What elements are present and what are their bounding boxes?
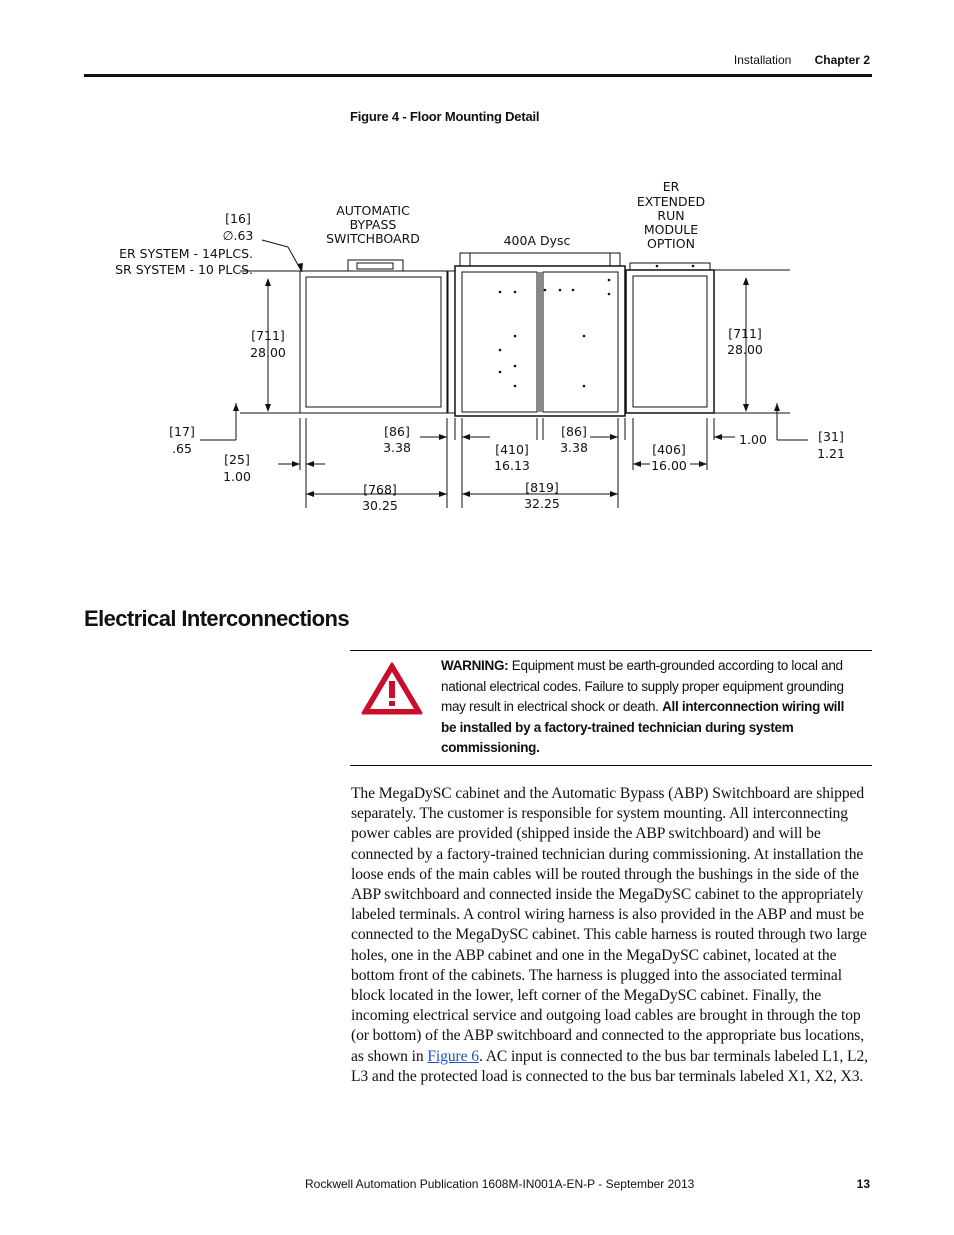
dim-410-mm: [410]	[495, 442, 529, 457]
label-er-2: EXTENDED	[636, 194, 706, 209]
header-section: Installation	[733, 53, 792, 67]
dim-819-mm: [819]	[525, 480, 559, 495]
figure-6-link[interactable]: Figure 6	[427, 1047, 479, 1065]
body-part2: . AC input is connected to the bus bar terminals labeled L1, L2, L3 and the protected load is connected to the bus bar terminals labeled X1, X2, X3.	[351, 1047, 868, 1085]
dim-25-in: 1.00	[223, 469, 251, 484]
dim-819-in: 32.25	[524, 496, 560, 511]
dim-31-in: 1.21	[817, 446, 845, 461]
warning-triangle-icon	[360, 661, 424, 717]
dim-86a-in: 3.38	[383, 440, 411, 455]
floor-mounting-drawing	[0, 0, 954, 560]
body-paragraph	[351, 784, 873, 1087]
label-abp-1: AUTOMATIC	[336, 203, 410, 218]
dim-height-right-mm: [711]	[728, 326, 762, 341]
body-part1: The MegaDySC cabinet and the Automatic Bypass (ABP) Switchboard are shipped separately. The customer is responsible for system mounting. All interconnecting power cables are provided (shipped inside the ABP switchboard) and will be connected by a factory-trained technician during commissioning. At installation the loose ends of the main cables will be routed through the bushings in the side of the ABP switchboard and connected inside the MegaDySC cabinet to the appropriately labeled terminals. A control wiring harness is also provided in the ABP and must be connected to the MegaDySC cabinet. This cable harness is routed through two large holes, one in the ABP cabinet and one in the MegaDySC cabinet, located at the bottom front of the cabinets. The harness is plugged into the associated terminal block located in the lower, left corner of the MegaDySC cabinet. Finally, the incoming electrical service and outgoing load cables are brought in through the top (or bottom) of the ABP switchboard and connected to the appropriate bus locations, as shown in	[351, 785, 867, 1065]
header-chapter: Chapter 2	[814, 53, 870, 67]
figure-caption: Figure 4 - Floor Mounting Detail	[350, 109, 540, 124]
dim-410-in: 16.13	[494, 458, 530, 473]
dim-86b-in: 3.38	[560, 440, 588, 455]
dim-31-mm: [31]	[818, 429, 844, 444]
dim-768-in: 30.25	[362, 498, 398, 513]
abp-cabinet-outline	[300, 271, 447, 413]
warning-emphasis: All interconnection wiring will be installed by a factory-trained technician during system commissioning.	[441, 699, 845, 755]
note-er-system: ER SYSTEM - 14PLCS.	[119, 246, 253, 261]
warning-label: WARNING:	[441, 658, 509, 673]
abp-cabinet-inner	[306, 277, 441, 407]
label-er-1: ER	[662, 179, 680, 194]
label-er-4: MODULE	[643, 222, 699, 237]
dim-height-right-in: 28.00	[727, 342, 763, 357]
warning-text	[441, 656, 861, 759]
dim-17-in: .65	[172, 441, 192, 456]
dim-height-left-mm: [711]	[251, 328, 285, 343]
label-dysc: 400A Dysc	[503, 233, 571, 248]
note-sr-system: SR SYSTEM - 10 PLCS.	[115, 262, 253, 277]
label-abp-3: SWITCHBOARD	[326, 231, 420, 246]
dim-hole-mm: [16]	[225, 211, 251, 226]
dim-406-mm: [406]	[652, 442, 686, 457]
dim-height-left-in: 28.00	[250, 345, 286, 360]
er-cabinet-outline	[626, 270, 714, 413]
label-er-3: RUN	[657, 208, 685, 223]
dim-768-mm: [768]	[363, 482, 397, 497]
page-number: 13	[856, 1177, 870, 1191]
dim-86b-mm: [86]	[561, 424, 587, 439]
footer-publication: Rockwell Automation Publication 1608M-IN001A-EN-P - September 2013	[305, 1177, 695, 1191]
section-title: Electrical Interconnections	[84, 606, 349, 631]
dim-100-in: 1.00	[739, 432, 767, 447]
dim-406-in: 16.00	[651, 458, 687, 473]
warning-box	[350, 650, 872, 766]
label-er-5: OPTION	[647, 236, 695, 251]
dim-86a-mm: [86]	[384, 424, 410, 439]
dysc-cabinet-outline	[455, 266, 625, 416]
dysc-door-right	[543, 272, 618, 412]
dim-hole-in: ∅.63	[222, 228, 254, 243]
dim-17-mm: [17]	[169, 424, 195, 439]
dim-25-mm: [25]	[224, 452, 250, 467]
label-abp-2: BYPASS	[349, 217, 397, 232]
warning-body: Equipment must be earth-grounded according to local and national electrical codes. Failure to supply proper equipment grounding may result in electrical shock or death.	[441, 658, 844, 714]
